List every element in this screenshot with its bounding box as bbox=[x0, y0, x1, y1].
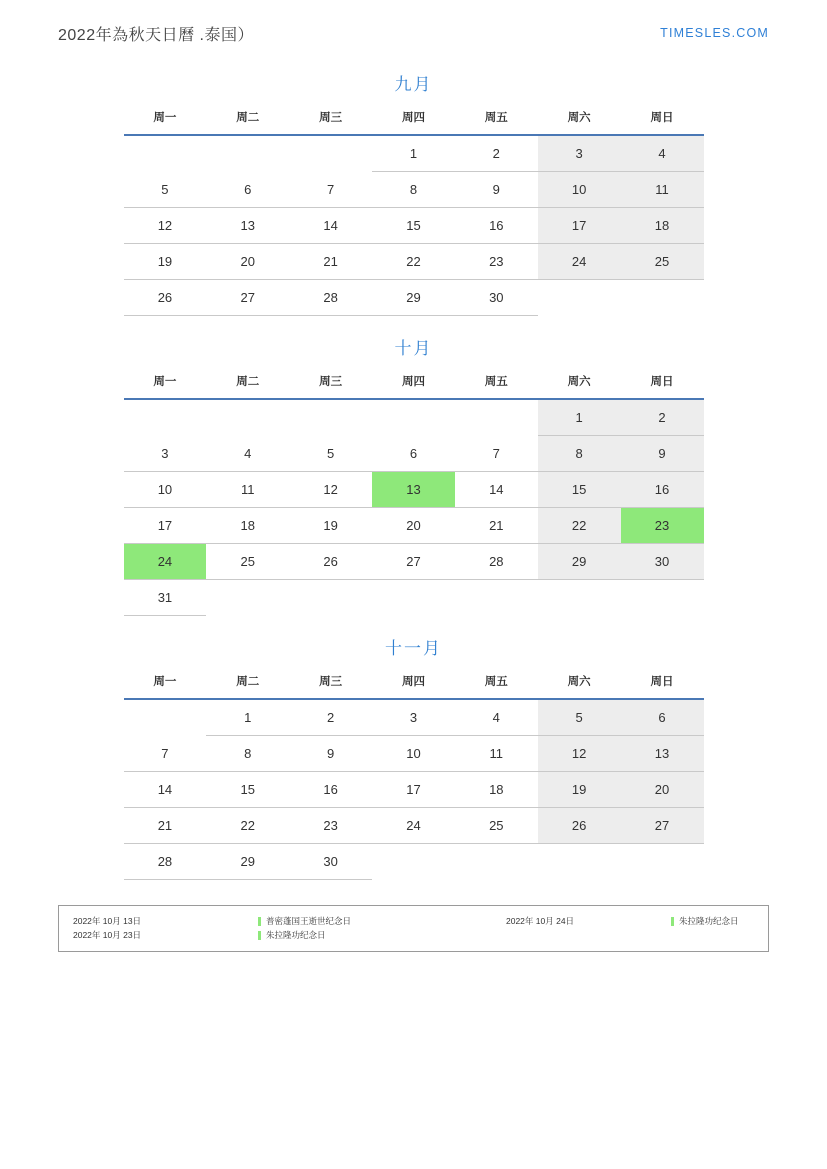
calendar-cell-empty bbox=[124, 399, 207, 436]
calendar-day[interactable]: 11 bbox=[206, 472, 289, 508]
legend-name bbox=[258, 928, 506, 942]
calendar-day[interactable]: 2 bbox=[289, 699, 372, 736]
calendar-day-weekend[interactable]: 20 bbox=[621, 772, 704, 808]
calendar-day-holiday[interactable]: 23 bbox=[621, 508, 704, 544]
legend bbox=[58, 905, 769, 952]
weekday-header: 周一 bbox=[124, 109, 207, 135]
calendar-day[interactable]: 3 bbox=[124, 436, 207, 472]
calendar-day[interactable]: 28 bbox=[289, 280, 372, 316]
weekday-header: 周四 bbox=[372, 673, 455, 699]
calendar-day[interactable]: 11 bbox=[455, 736, 538, 772]
calendar-week-row bbox=[124, 135, 704, 172]
calendar-day-weekend[interactable]: 5 bbox=[538, 699, 621, 736]
legend-name-text: 朱拉隆功纪念日 bbox=[266, 930, 326, 940]
calendar-day-weekend[interactable]: 6 bbox=[621, 699, 704, 736]
calendar-week-row bbox=[124, 208, 704, 244]
legend-name bbox=[258, 914, 506, 928]
calendar-day[interactable]: 18 bbox=[206, 508, 289, 544]
calendar-day-weekend[interactable]: 18 bbox=[621, 208, 704, 244]
calendar-day-weekend[interactable]: 1 bbox=[538, 399, 621, 436]
calendar-day[interactable]: 15 bbox=[206, 772, 289, 808]
calendar-day[interactable]: 28 bbox=[124, 844, 207, 880]
calendar-day[interactable]: 7 bbox=[289, 172, 372, 208]
calendar-week-row bbox=[124, 508, 704, 544]
calendar-cell-empty bbox=[206, 580, 289, 616]
calendar-day[interactable]: 1 bbox=[206, 699, 289, 736]
calendar-day[interactable]: 6 bbox=[206, 172, 289, 208]
calendar-table bbox=[124, 673, 704, 880]
weekday-header: 周日 bbox=[621, 673, 704, 699]
weekday-header: 周三 bbox=[289, 373, 372, 399]
weekday-header: 周五 bbox=[455, 373, 538, 399]
weekday-header: 周日 bbox=[621, 373, 704, 399]
calendar-week-row bbox=[124, 772, 704, 808]
month-title: 十一月 bbox=[385, 639, 442, 658]
calendar-cell-empty bbox=[621, 844, 704, 880]
calendar-day[interactable]: 12 bbox=[124, 208, 207, 244]
weekday-header: 周二 bbox=[206, 373, 289, 399]
calendar-day-weekend[interactable]: 27 bbox=[621, 808, 704, 844]
calendar-day-weekend[interactable]: 17 bbox=[538, 208, 621, 244]
calendar-day-weekend[interactable]: 16 bbox=[621, 472, 704, 508]
calendar-day[interactable]: 27 bbox=[372, 544, 455, 580]
calendar-cell-empty bbox=[455, 844, 538, 880]
calendar-day[interactable]: 23 bbox=[289, 808, 372, 844]
calendar-day[interactable]: 26 bbox=[124, 280, 207, 316]
calendar-day[interactable]: 1 bbox=[372, 135, 455, 172]
calendar-cell-empty bbox=[206, 135, 289, 172]
calendar-cell-empty bbox=[621, 280, 704, 316]
calendar-day-weekend[interactable]: 4 bbox=[621, 135, 704, 172]
month-title: 十月 bbox=[394, 339, 433, 358]
calendar-day-holiday[interactable]: 13 bbox=[372, 472, 455, 508]
calendar-table bbox=[124, 109, 704, 316]
calendar-cell-empty bbox=[124, 699, 207, 736]
calendar-day-weekend[interactable]: 24 bbox=[538, 244, 621, 280]
calendar-day[interactable]: 17 bbox=[372, 772, 455, 808]
holiday-swatch-icon bbox=[258, 917, 261, 926]
calendar-cell-empty bbox=[372, 580, 455, 616]
calendar-week-row bbox=[124, 172, 704, 208]
calendar-day-weekend[interactable]: 19 bbox=[538, 772, 621, 808]
calendar-day[interactable]: 16 bbox=[455, 208, 538, 244]
calendar-cell-empty bbox=[124, 135, 207, 172]
weekday-header: 周三 bbox=[289, 673, 372, 699]
calendar-day-weekend[interactable]: 12 bbox=[538, 736, 621, 772]
calendar-cell-empty bbox=[289, 580, 372, 616]
weekday-header: 周五 bbox=[455, 673, 538, 699]
calendar-day[interactable]: 7 bbox=[455, 436, 538, 472]
weekday-header: 周四 bbox=[372, 373, 455, 399]
months-container bbox=[58, 70, 769, 880]
weekday-header: 周一 bbox=[124, 373, 207, 399]
calendar-day[interactable]: 6 bbox=[372, 436, 455, 472]
calendar-week-row bbox=[124, 844, 704, 880]
weekday-header: 周六 bbox=[538, 373, 621, 399]
calendar-day-weekend[interactable]: 13 bbox=[621, 736, 704, 772]
calendar-day-weekend[interactable]: 15 bbox=[538, 472, 621, 508]
calendar-cell-empty bbox=[289, 135, 372, 172]
calendar-day[interactable]: 25 bbox=[206, 544, 289, 580]
calendar-day-weekend[interactable]: 2 bbox=[621, 399, 704, 436]
calendar-day[interactable]: 20 bbox=[206, 244, 289, 280]
calendar-cell-empty bbox=[538, 580, 621, 616]
calendar-day[interactable]: 21 bbox=[455, 508, 538, 544]
calendar-day[interactable]: 29 bbox=[206, 844, 289, 880]
calendar-day[interactable]: 4 bbox=[455, 699, 538, 736]
calendar-day[interactable]: 15 bbox=[372, 208, 455, 244]
weekday-header: 周三 bbox=[289, 109, 372, 135]
weekday-header-row bbox=[124, 673, 704, 699]
calendar-day[interactable]: 20 bbox=[372, 508, 455, 544]
calendar-day[interactable]: 8 bbox=[206, 736, 289, 772]
calendar-cell-empty bbox=[538, 844, 621, 880]
legend-row bbox=[73, 914, 754, 928]
calendar-cell-empty bbox=[621, 580, 704, 616]
calendar-week-row bbox=[124, 436, 704, 472]
calendar-day[interactable]: 10 bbox=[372, 736, 455, 772]
calendar-day[interactable]: 26 bbox=[289, 544, 372, 580]
month-block bbox=[58, 70, 769, 316]
calendar-day[interactable]: 7 bbox=[124, 736, 207, 772]
calendar-cell-empty bbox=[538, 280, 621, 316]
calendar-week-row bbox=[124, 808, 704, 844]
calendar-day[interactable]: 14 bbox=[289, 208, 372, 244]
calendar-day[interactable]: 9 bbox=[455, 172, 538, 208]
calendar-day[interactable]: 5 bbox=[124, 172, 207, 208]
weekday-header: 周一 bbox=[124, 673, 207, 699]
legend-date: 2022年 10月 13日 bbox=[73, 916, 142, 926]
calendar-day[interactable]: 22 bbox=[372, 244, 455, 280]
calendar-day[interactable]: 3 bbox=[372, 699, 455, 736]
calendar-day[interactable]: 30 bbox=[289, 844, 372, 880]
calendar-table bbox=[124, 373, 704, 616]
weekday-header: 周六 bbox=[538, 109, 621, 135]
calendar-day-weekend[interactable]: 10 bbox=[538, 172, 621, 208]
page-header bbox=[58, 22, 769, 52]
calendar-day-weekend[interactable]: 30 bbox=[621, 544, 704, 580]
calendar-day[interactable]: 13 bbox=[206, 208, 289, 244]
legend-secondary-entry bbox=[506, 914, 754, 928]
calendar-day[interactable]: 29 bbox=[372, 280, 455, 316]
calendar-day-weekend[interactable]: 3 bbox=[538, 135, 621, 172]
brand-label: TIMESLES.COM bbox=[660, 26, 769, 40]
calendar-cell-empty bbox=[455, 399, 538, 436]
calendar-cell-empty bbox=[206, 399, 289, 436]
legend-date: 2022年 10月 23日 bbox=[73, 930, 142, 940]
calendar-day-holiday[interactable]: 24 bbox=[124, 544, 207, 580]
calendar-week-row bbox=[124, 280, 704, 316]
calendar-day[interactable]: 5 bbox=[289, 436, 372, 472]
calendar-day[interactable]: 24 bbox=[372, 808, 455, 844]
calendar-day[interactable]: 31 bbox=[124, 580, 207, 616]
calendar-day-weekend[interactable]: 8 bbox=[538, 436, 621, 472]
weekday-header: 周六 bbox=[538, 673, 621, 699]
calendar-day[interactable]: 17 bbox=[124, 508, 207, 544]
calendar-cell-empty bbox=[289, 399, 372, 436]
weekday-header-row bbox=[124, 109, 704, 135]
calendar-week-row bbox=[124, 736, 704, 772]
holiday-swatch-icon bbox=[258, 931, 261, 940]
calendar-cell-empty bbox=[372, 844, 455, 880]
weekday-header-row bbox=[124, 373, 704, 399]
holiday-swatch-icon bbox=[671, 917, 674, 926]
legend-row bbox=[73, 928, 754, 942]
calendar-day[interactable]: 25 bbox=[455, 808, 538, 844]
calendar-day[interactable]: 2 bbox=[455, 135, 538, 172]
calendar-day[interactable]: 18 bbox=[455, 772, 538, 808]
weekday-header: 周二 bbox=[206, 673, 289, 699]
calendar-day[interactable]: 14 bbox=[455, 472, 538, 508]
weekday-header: 周五 bbox=[455, 109, 538, 135]
calendar-day[interactable]: 12 bbox=[289, 472, 372, 508]
calendar-week-row bbox=[124, 472, 704, 508]
calendar-week-row bbox=[124, 399, 704, 436]
calendar-day[interactable]: 21 bbox=[124, 808, 207, 844]
calendar-week-row bbox=[124, 699, 704, 736]
calendar-day-weekend[interactable]: 29 bbox=[538, 544, 621, 580]
calendar-day-weekend[interactable]: 11 bbox=[621, 172, 704, 208]
calendar-day-weekend[interactable]: 26 bbox=[538, 808, 621, 844]
page-title: 2022年為秋天日曆 .泰国） bbox=[58, 27, 254, 44]
weekday-header: 周日 bbox=[621, 109, 704, 135]
calendar-day-weekend[interactable]: 25 bbox=[621, 244, 704, 280]
calendar-day[interactable]: 9 bbox=[289, 736, 372, 772]
calendar-day-weekend[interactable]: 9 bbox=[621, 436, 704, 472]
calendar-day[interactable]: 19 bbox=[124, 244, 207, 280]
calendar-cell-empty bbox=[372, 399, 455, 436]
calendar-day[interactable]: 19 bbox=[289, 508, 372, 544]
calendar-day[interactable]: 14 bbox=[124, 772, 207, 808]
calendar-day[interactable]: 22 bbox=[206, 808, 289, 844]
calendar-cell-empty bbox=[455, 580, 538, 616]
month-block bbox=[58, 334, 769, 616]
calendar-day[interactable]: 10 bbox=[124, 472, 207, 508]
weekday-header: 周二 bbox=[206, 109, 289, 135]
calendar-week-row bbox=[124, 244, 704, 280]
calendar-day[interactable]: 28 bbox=[455, 544, 538, 580]
legend-name bbox=[671, 914, 754, 928]
calendar-day[interactable]: 21 bbox=[289, 244, 372, 280]
calendar-day[interactable]: 23 bbox=[455, 244, 538, 280]
calendar-day-weekend[interactable]: 22 bbox=[538, 508, 621, 544]
calendar-week-row bbox=[124, 544, 704, 580]
month-title: 九月 bbox=[394, 75, 433, 94]
legend-name-text: 普密蓬国王逝世纪念日 bbox=[266, 916, 352, 926]
weekday-header: 周四 bbox=[372, 109, 455, 135]
calendar-day[interactable]: 27 bbox=[206, 280, 289, 316]
legend-date: 2022年 10月 24日 bbox=[506, 916, 575, 926]
calendar-week-row bbox=[124, 580, 704, 616]
calendar-day[interactable]: 8 bbox=[372, 172, 455, 208]
calendar-day[interactable]: 4 bbox=[206, 436, 289, 472]
month-block bbox=[58, 634, 769, 880]
legend-name-text: 朱拉隆功纪念日 bbox=[679, 916, 739, 926]
calendar-day[interactable]: 16 bbox=[289, 772, 372, 808]
calendar-day[interactable]: 30 bbox=[455, 280, 538, 316]
